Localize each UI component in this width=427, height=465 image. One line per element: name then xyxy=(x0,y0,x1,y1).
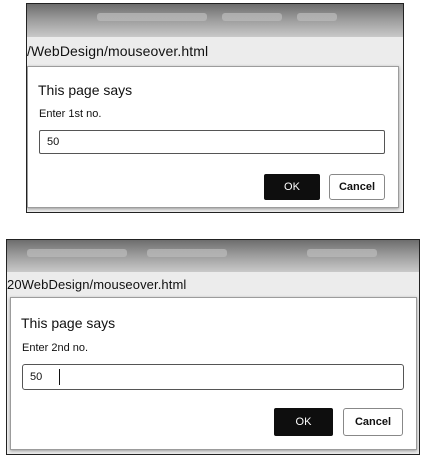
titlebar-blur xyxy=(147,249,227,257)
cancel-button[interactable]: Cancel xyxy=(343,408,403,436)
cancel-button[interactable]: Cancel xyxy=(329,174,385,200)
prompt-dialog xyxy=(27,66,399,208)
titlebar-blur xyxy=(307,249,377,257)
browser-screenshot-first xyxy=(26,3,404,213)
browser-titlebar xyxy=(7,240,419,272)
ok-button[interactable]: OK xyxy=(274,408,333,436)
prompt-input[interactable] xyxy=(22,364,404,390)
prompt-label: Enter 1st no. xyxy=(39,108,102,120)
prompt-input[interactable] xyxy=(39,130,385,154)
address-bar-url[interactable]: 20WebDesign/mouseover.html xyxy=(7,277,187,292)
dialog-title: This page says xyxy=(38,82,133,98)
titlebar-blur xyxy=(97,13,207,21)
prompt-label: Enter 2nd no. xyxy=(22,342,89,354)
address-bar-url[interactable]: /WebDesign/mouseover.html xyxy=(27,43,209,59)
browser-titlebar xyxy=(27,4,403,37)
text-caret xyxy=(59,369,60,385)
ok-button[interactable]: OK xyxy=(264,174,320,200)
browser-screenshot-second xyxy=(6,239,420,455)
titlebar-blur xyxy=(222,13,282,21)
dialog-title: This page says xyxy=(21,315,116,331)
titlebar-blur xyxy=(27,249,127,257)
titlebar-blur xyxy=(297,13,337,21)
prompt-dialog xyxy=(10,297,417,450)
